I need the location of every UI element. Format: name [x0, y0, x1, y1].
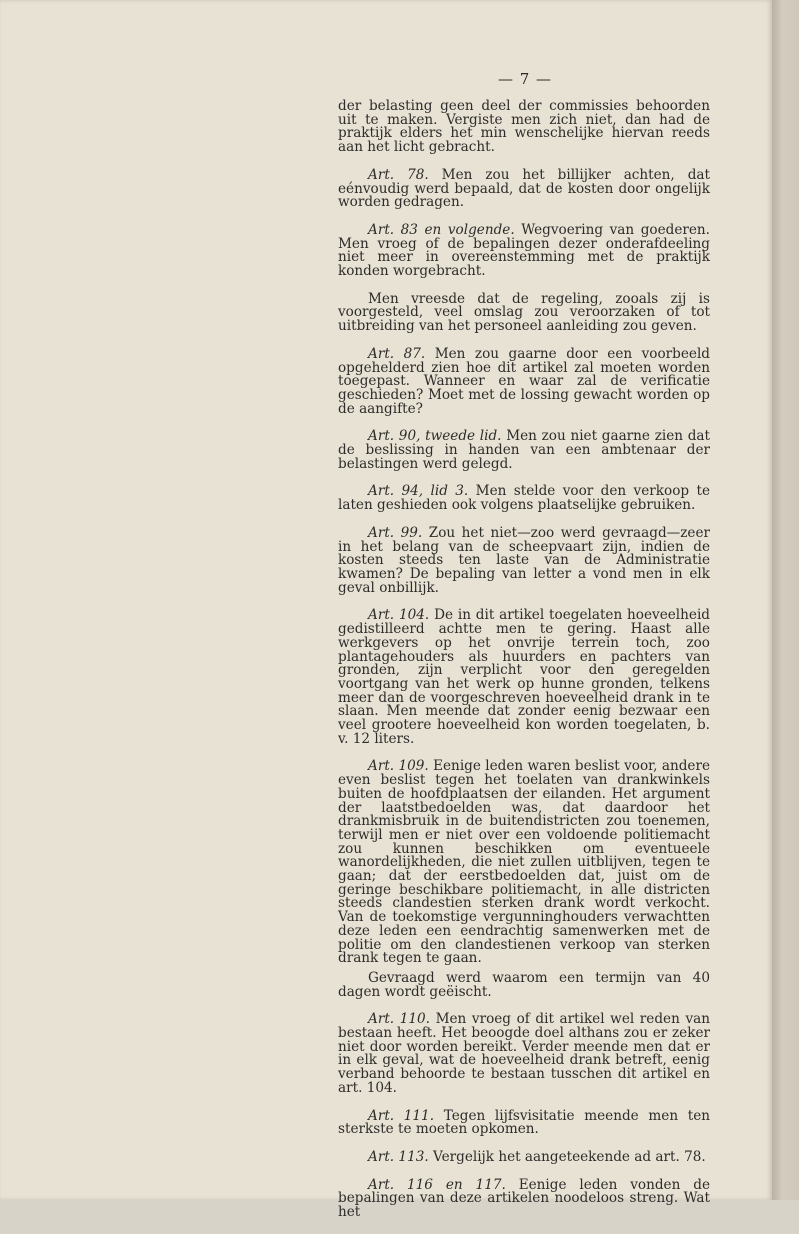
paragraph-text: Men vreesde dat de regeling, zooals zij is voorgesteld, veel omslag zou veroorzaken of tot uitbreiding van het personeel aanleiding zou geven. [338, 290, 710, 335]
article-ref: Art. 99. [368, 524, 423, 541]
article-ref: Art. 110. [368, 1011, 430, 1028]
article-ref: Art. 83 en volgende. [368, 221, 515, 238]
paragraph-art-87 [338, 345, 710, 417]
paragraph-text: Wegvoering van goederen. Men vroeg of de bepalingen dezer onderafdeeling niet meer in overeenstemming met de praktijk konden worgebracht. [338, 221, 710, 280]
paragraph-text: Tegen lijfsvisitatie meende men ten sterkste te moeten opkomen. [338, 1107, 710, 1138]
paragraph-text: Zou het niet—zoo werd gevraagd—zeer in het belang van de scheepvaart zijn, indien de kosten steeds ten laste van de Administratie kwamen? De bepaling van letter a vond men in elk geval onbillijk. [338, 524, 710, 596]
paragraph-text: Men zou gaarne door een voorbeeld opgehelderd zien hoe dit artikel zal moeten worden toegepast. Wanneer en waar zal de verificatie geschieden? Moet met de lossing gewacht worden op de aangifte? [338, 345, 710, 417]
paragraph-art-104 [338, 609, 710, 746]
paragraph-text: Eenige leden vonden de bepalingen van deze artikelen noodeloos streng. Wat het [338, 1176, 710, 1221]
article-ref: Art. 87. [368, 345, 426, 362]
text-column [338, 100, 710, 1234]
article-ref: Art. 104. [368, 607, 430, 624]
paragraph-art-78 [338, 166, 710, 211]
paragraph-art-109 [338, 760, 710, 966]
paragraph-regeling [338, 290, 710, 335]
paragraph-art-83 [338, 221, 710, 280]
paragraph-text: Gevraagd werd waarom een termijn van 40 dagen wordt geëischt. [338, 969, 710, 1000]
article-ref: Art. 116 en 117. [368, 1176, 506, 1193]
article-ref: Art. 113. [368, 1149, 429, 1165]
article-ref: Art. 109. [368, 758, 429, 775]
article-ref: Art. 94, lid 3. [368, 483, 469, 500]
paragraph-art-111 [338, 1107, 710, 1138]
paragraph-continuation [338, 100, 710, 155]
page-edge [772, 0, 799, 1200]
paragraph-text: Men vroeg of dit artikel wel reden van bestaan heeft. Het beoogde doel althans zou er zeker niet door worden bereikt. Verder meende men dat er in elk geval, wat de hoeveelheid drank betreft, eenig verband behoorde te bestaan tusschen dit artikel en art. 104. [338, 1011, 710, 1096]
paragraph-text: Men zou niet gaarne zien dat de beslissing in handen van een ambtenaar der belastingen werd gelegd. [338, 428, 710, 472]
paragraph-art-94 [338, 485, 710, 512]
paragraph-termijn [338, 969, 710, 1000]
paragraph-text: De in dit artikel toegelaten hoeveelheid gedistilleerd achtte men te gering. Haast alle werkgevers op het onvrije terrein toch, zoo plantagehouders als huurders en pachters van gronden, zijn verplicht voor den geregelden voortgang van het werk op hunne gronden, telkens meer dan de voorgeschreven hoeveelheid drank in te slaan. Men meende dat zonder eenig bezwaar een veel grootere hoeveelheid kon worden toegelaten, b. v. 12 liters. [338, 607, 710, 747]
article-ref: Art. 90, tweede lid. [368, 428, 502, 445]
page-number: — 7 — [497, 70, 553, 88]
paragraph-text: Eenige leden waren beslist voor, andere even beslist tegen het toelaten van drankwinkels buiten de hoofdplaatsen der eilanden. Het argument der laatstbedoelden was, dat daardoor het drankmisbruik in de buitendistricten zou toenemen, terwijl men er niet over een voldoende politiemacht zou kunnen beschikken om eventueele wanordelijkheden, die niet zullen uitblijven, tegen te gaan; dat der eerstbedoelden dat, juist om de geringe beschikbare politiemacht, in alle districten steeds clandestien sterken drank wordt verkocht. Van de toekomstige vergunninghouders verwachtten deze leden een eendrachtig samenwerken met de politie om den clandestienen verkoop van sterken drank tegen te gaan. [338, 758, 711, 967]
paragraph-text: Vergelijk het aangeteekende ad art. 78. [428, 1149, 706, 1165]
paragraph-text: Men stelde voor den verkoop te laten geshieden ook volgens plaatselijke gebruiken. [338, 483, 710, 514]
article-ref: Art. 78. [368, 166, 429, 183]
paragraph-art-116 [338, 1176, 710, 1221]
paragraph-art-113 [338, 1151, 710, 1165]
article-ref: Art. 111. [368, 1107, 435, 1124]
paragraph-text: Men zou het billijker achten, dat eénvoudig werd bepaald, dat de kosten door ongelijk worden gedragen. [338, 166, 710, 211]
paragraph-art-99 [338, 524, 710, 596]
paragraph-text: der belasting geen deel der commissies behoorden uit te maken. Vergiste men zich niet, dan had de praktijk elders het min wenschelijke hiervan reeds aan het licht gebracht. [338, 98, 710, 156]
paragraph-art-110 [338, 1013, 710, 1095]
paragraph-art-90 [338, 430, 710, 471]
